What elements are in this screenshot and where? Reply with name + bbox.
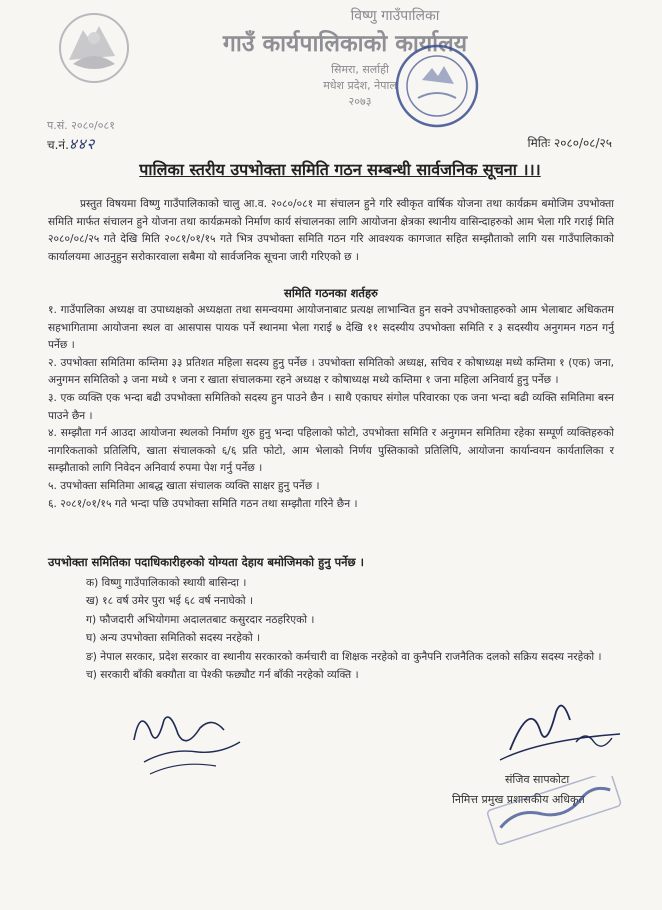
condition-item: ४. सम्झौता गर्न आउदा आयोजना स्थलको निर्माण शुरु हुनु भन्दा पहिलाको फोटो, उपभोक्ता समिति र अनुगमन समितिमा रहेका सम्पूर्ण व्यक्तिहरुको नागरिकताको प्रतिलिपि, खाता संचालकको ६/६ प्रति फोटो, आम भेलाको निर्णय पुस्तिकाको प्रतिलिपि, आयोजना कार्यान्वयन कार्यतालिका र सम्झौताको लागि निवेदन अनिवार्य रुपमा पेश गर्नु पर्नेछ । [48,427,614,475]
address-line-1: सिमरा, सर्लाही [331,63,389,76]
intro-paragraph: प्रस्तुत विषयमा विष्णु गाउँपालिकाको चालु आ.व. २०८०/०८१ मा संचालन हुने गरि स्वीकृत वार्षिक योजना तथा कार्यक्रम बमोजिम उपभोक्ता समिति मार्फत संचालन हुने योजना तथा कार्यक्रमको निर्माण कार्य संचालनका लागि आयोजना क्षेत्रका स्थानीय वासिन्दाहरुको आम भेला गरि गराई मिति २०८०/०८/२५ गते देखि मिति २०८१/०१/१५ गते भित्र उपभोक्ता समिति गठन गरि आवश्यक कागजात सहित सम्झौताको लागि यस गाउँपालिकाको कार्यालयमा आउनुहुन सरोकारवाला सबैमा यो सार्वजनिक सूचना जारी गरिएको छ । [48,198,614,263]
emblem-logo-icon [55,8,133,86]
office-name: विष्णु गाउँपालिका [350,8,440,24]
patra-sankhya: प.सं. २०८०/०८१ [47,119,115,132]
qualifications-list [86,574,616,684]
notice-title: पालिका स्तरीय उपभोक्ता समिति गठन सम्बन्धी सार्वजनिक सूचना ।।। [139,160,541,179]
office-title: गाउँ कार्यपालिकाको कार्यालय [222,31,468,57]
notice-date: मितिः २०८०/०८/२५ [527,136,612,150]
right-signature-icon [490,690,630,770]
qualification-item: घ) अन्य उपभोक्ता समितिको सदस्य नरहेको । [86,632,261,645]
office-stamp-icon [392,40,482,132]
condition-item: ५. उपभोक्ता समितिमा आबद्ध खाता संचालक व्यक्ति साक्षर हुनु पर्नेछ । [48,479,320,492]
chalani-number [47,134,95,154]
left-signature-icon [120,700,260,780]
qualification-item: ङ) नेपाल सरकार, प्रदेश सरकार वा स्थानीय सरकारको कर्मचारी वा शिक्षक नरहेको वा कुनैपनि राजनैतिक दलको सक्रिय सदस्य नरहेको । [86,650,602,663]
conditions-heading: समिति गठनका शर्तहरु [284,286,378,300]
qualifications-heading: उपभोक्ता समितिका पदाधिकारीहरुको योग्यता देहाय बमोजिमको हुनु पर्नेछ । [48,555,364,569]
condition-item: ६. २०८१/०१/१५ गते भन्दा पछि उपभोक्ता समिति गठन तथा सम्झौता गरिने छैन । [48,497,358,510]
signatory-name: संजिव सापकोटा [505,773,570,786]
qualification-item: च) सरकारी बाँकी बक्यौता वा पेश्की फछ्यौट गर्न बाँकी नरहेको व्यक्ति । [86,669,359,682]
address-line-3: २०७३ [348,95,372,108]
condition-item: २. उपभोक्ता समितिमा कम्तिमा ३३ प्रतिशत महिला सदस्य हुनु पर्नेछ । उपभोक्ता समितिको अध्यक्ष, सचिव र कोषाध्यक्ष मध्ये कम्तिमा १ (एक) जना, अनुगमन समितिको ३ जना मध्ये १ जना र खाता संचालकमा रहने अध्यक्ष र कोषाध्यक्ष मध्ये कम्तिमा १ जना महिला अनिवार्य हुनु पर्नेछ । [48,356,614,387]
signatory-title: निमित्त प्रमुख प्रशासकीय अधिकृत [452,793,585,806]
condition-item: १. गाउँपालिका अध्यक्ष वा उपाध्यक्षको अध्यक्षता तथा समन्वयमा आयोजनाबाट प्रत्यक्ष लाभान्वित हुन सक्ने उपभोक्ताहरुको आम भेलाबाट अधिकतम सहभागितामा आयोजना स्थल वा आसपास पायक पर्ने स्थानमा भेला गराई ७ देखि ११ सदस्यीय उपभोक्ता समिति र ३ सदस्यीय अनुगमन गठन गर्नु पर्नेछ । [48,304,614,352]
qualification-item: ख) १८ वर्ष उमेर पुरा भई ६८ वर्ष ननाघेको । [86,595,254,608]
condition-item: ३. एक व्यक्ति एक भन्दा बढी उपभोक्ता समितिको सदस्य हुन पाउने छैन । साथै एकाघर संगोल परिवारका एक जना भन्दा बढी व्यक्ति समितिमा बस्न पाउने छैन । [48,391,614,422]
qualification-item: ग) फौजदारी अभियोगमा अदालतबाट कसुरदार नठहरिएको । [86,613,315,626]
chalani-label: च.नं. [47,138,69,152]
address-line-2: मधेश प्रदेश, नेपाल [323,79,397,92]
conditions-list [48,302,614,513]
chalani-handwritten-number: ४४२ [68,135,96,153]
qualification-item: क) विष्णु गाउँपालिकाको स्थायी बासिन्दा । [86,577,247,589]
name-stamp-icon [480,776,630,846]
